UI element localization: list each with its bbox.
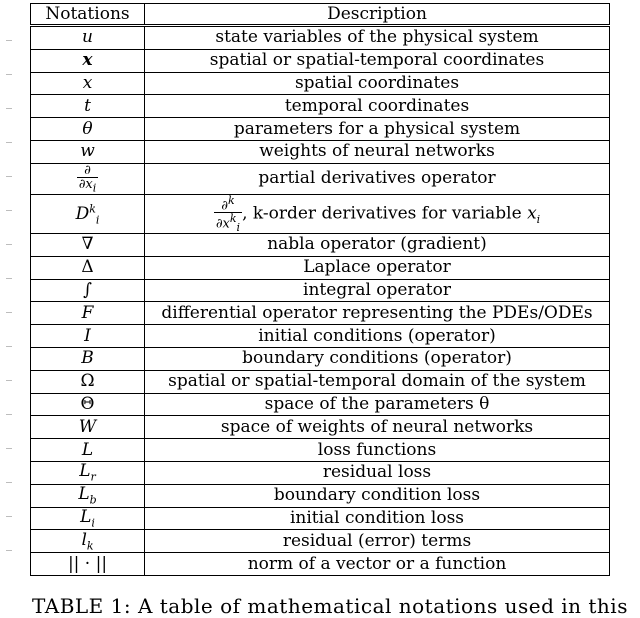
description-cell: temporal coordinates xyxy=(145,95,610,118)
symbol-partial-fraction xyxy=(77,164,99,194)
kth-denominator-text: ∂x xyxy=(215,216,230,232)
symbol-I: I xyxy=(84,325,91,346)
description-cell: partial derivatives operator xyxy=(145,163,610,194)
symbol-theta: θ xyxy=(82,118,93,139)
description-cell: state variables of the physical system xyxy=(145,26,610,50)
symbol-x: x xyxy=(82,72,93,93)
kth-numerator-text: ∂ xyxy=(221,198,228,214)
description-cell: spatial coordinates xyxy=(145,72,610,95)
table-row xyxy=(31,439,610,462)
table-row xyxy=(31,49,610,72)
description-cell: boundary condition loss xyxy=(145,484,610,507)
symbol-L-b-text: L xyxy=(78,484,90,504)
symbol-L-b xyxy=(78,484,97,507)
description-cell: space of weights of neural networks xyxy=(145,416,610,439)
description-cell: spatial or spatial-temporal coordinates xyxy=(145,49,610,72)
symbol-W: W xyxy=(78,416,97,437)
fraction-numerator: ∂ xyxy=(77,164,99,178)
kth-description-text: , k-order derivatives for variable xyxy=(242,203,528,224)
symbol-nabla: ∇ xyxy=(81,234,94,255)
symbol-L-b-subscript: b xyxy=(89,493,97,507)
table-row xyxy=(31,393,610,416)
table-row xyxy=(31,484,610,507)
symbol-delta: Δ xyxy=(81,257,94,278)
symbol-F: F xyxy=(81,302,94,323)
description-cell: weights of neural networks xyxy=(145,140,610,163)
table-row xyxy=(31,416,610,439)
symbol-l-k xyxy=(81,530,93,550)
symbol-norm: || · || xyxy=(67,553,108,574)
table-row xyxy=(31,256,610,279)
symbol-w: w xyxy=(80,141,95,162)
table-row xyxy=(31,325,610,348)
symbol-B: B xyxy=(81,348,94,369)
description-cell: parameters for a physical system xyxy=(145,118,610,141)
table-row xyxy=(31,118,610,141)
header-description: Description xyxy=(145,4,610,26)
table-caption: TABLE 1: A table of mathematical notations used in this xyxy=(32,594,628,618)
margin-line-marks xyxy=(0,0,20,607)
notation-table xyxy=(30,3,610,576)
table-row xyxy=(31,462,610,485)
symbol-bold-x: x xyxy=(82,50,93,71)
kth-derivative-fraction xyxy=(214,195,242,233)
description-cell: space of the parameters θ xyxy=(145,393,610,416)
symbol-D-superscript: k xyxy=(89,201,96,215)
symbol-L-i-text: L xyxy=(80,506,92,527)
symbol-L-r-subscript: r xyxy=(90,470,96,484)
symbol-derivative-D xyxy=(75,201,100,226)
symbol-L-r-text: L xyxy=(79,461,91,482)
description-cell: norm of a vector or a function xyxy=(145,553,610,576)
kth-fraction-denominator xyxy=(214,213,242,233)
table-row xyxy=(31,370,610,393)
kth-variable: x xyxy=(527,203,537,224)
description-cell: Laplace operator xyxy=(145,256,610,279)
description-cell: residual loss xyxy=(145,462,610,485)
table-row xyxy=(31,279,610,302)
symbol-l-k-text: l xyxy=(81,529,87,550)
description-cell: differential operator representing the PDEs/ODEs xyxy=(145,302,610,325)
table-row xyxy=(31,72,610,95)
symbol-L: L xyxy=(81,439,94,460)
symbol-integral: ∫ xyxy=(83,280,92,301)
kth-numerator-superscript: k xyxy=(227,193,235,207)
table-row xyxy=(31,26,610,50)
symbol-D-subscript: i xyxy=(95,212,100,226)
description-cell: spatial or spatial-temporal domain of the system xyxy=(145,370,610,393)
symbol-l-k-subscript: k xyxy=(86,538,94,552)
description-cell: nabla operator (gradient) xyxy=(145,234,610,257)
symbol-L-r xyxy=(79,461,96,484)
kth-denominator-superscript: k xyxy=(229,212,237,226)
table-row xyxy=(31,194,610,233)
table-row xyxy=(31,507,610,530)
table-row xyxy=(31,302,610,325)
symbol-t: t xyxy=(84,95,91,116)
description-cell: residual (error) terms xyxy=(145,530,610,553)
description-cell: initial condition loss xyxy=(145,507,610,530)
symbol-L-i xyxy=(80,506,95,530)
description-cell-kth-derivative xyxy=(145,194,610,233)
symbol-D-text: D xyxy=(75,203,90,224)
description-cell: initial conditions (operator) xyxy=(145,325,610,348)
table-row xyxy=(31,348,610,371)
table-header-row xyxy=(31,4,610,26)
symbol-L-i-subscript: i xyxy=(91,516,95,530)
table-row xyxy=(31,234,610,257)
table-row xyxy=(31,140,610,163)
fraction-denominator-text: ∂x xyxy=(78,176,93,192)
symbol-u: u xyxy=(82,27,93,48)
header-notations: Notations xyxy=(31,4,145,26)
kth-fraction-numerator xyxy=(214,195,242,213)
table-row xyxy=(31,95,610,118)
fraction-denominator-subscript: i xyxy=(92,181,97,195)
description-cell: integral operator xyxy=(145,279,610,302)
fraction-denominator xyxy=(77,178,99,194)
description-cell: loss functions xyxy=(145,439,610,462)
kth-denominator-subscript: i xyxy=(236,221,241,235)
symbol-Theta: Θ xyxy=(80,394,95,414)
description-cell: boundary conditions (operator) xyxy=(145,348,610,371)
table-row xyxy=(31,530,610,553)
kth-variable-subscript: i xyxy=(536,212,541,226)
table-row xyxy=(31,163,610,194)
table-row xyxy=(31,553,610,576)
symbol-omega: Ω xyxy=(80,371,95,392)
